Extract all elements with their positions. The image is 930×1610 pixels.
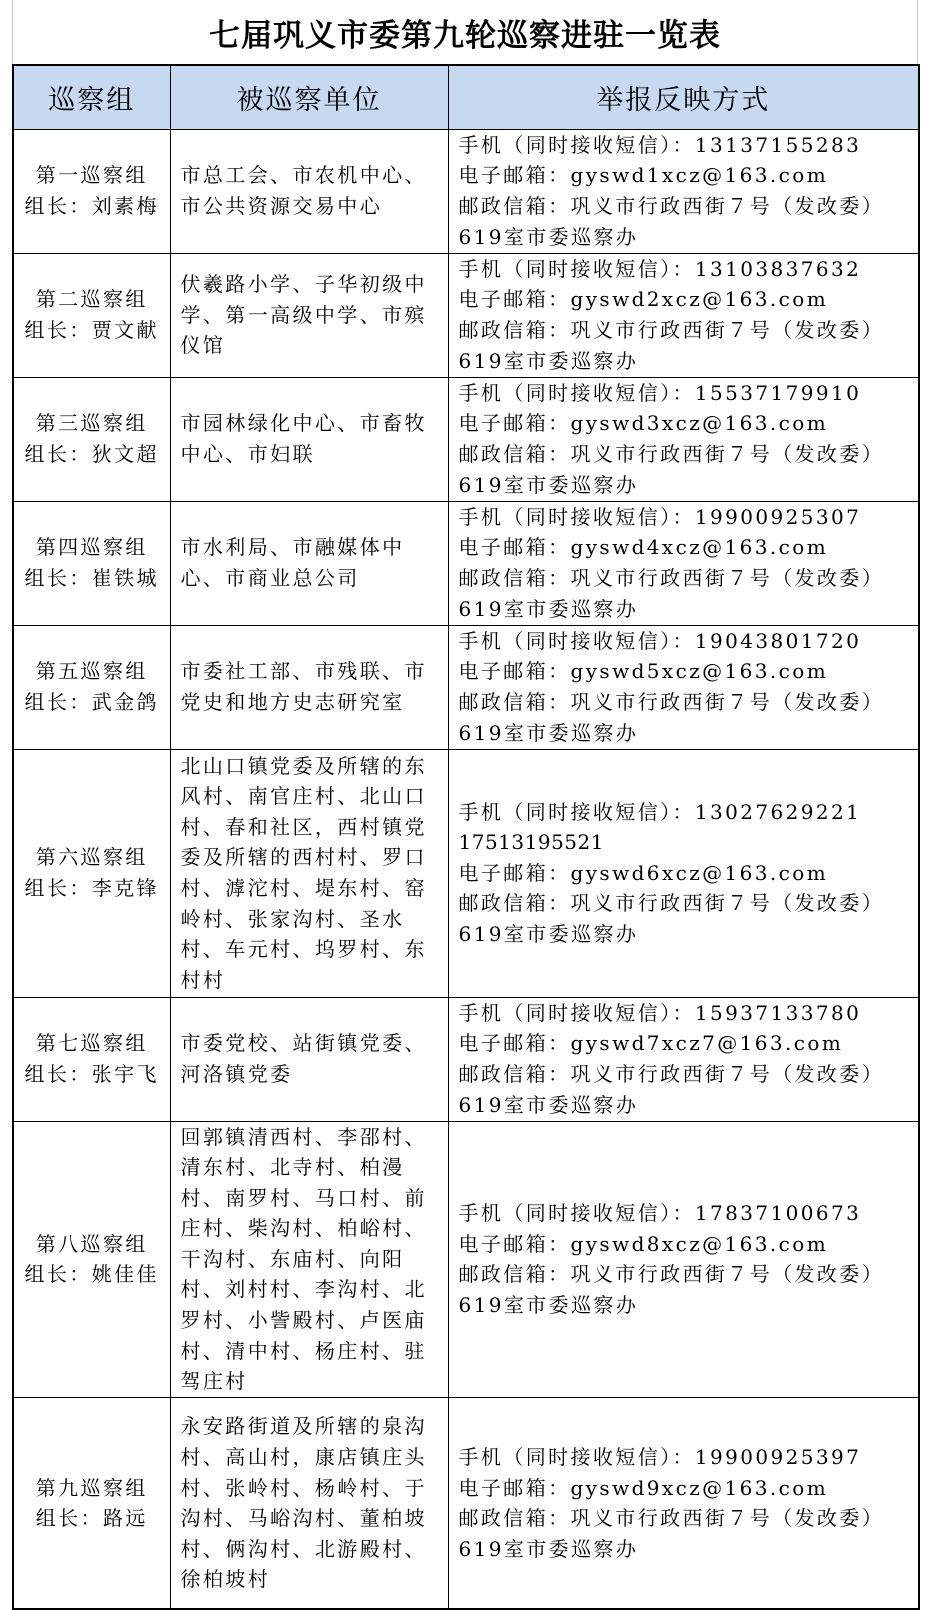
email-line: 电子邮箱：gyswd2xcz@163.com xyxy=(458,287,829,312)
contact-cell xyxy=(448,501,919,625)
phone-line: 手机（同时接收短信）：13103837632 xyxy=(458,256,862,281)
contact-cell xyxy=(448,997,919,1121)
header-row xyxy=(13,65,919,129)
table-row xyxy=(13,129,919,253)
units-cell: 市委社工部、市残联、市党史和地方史志研究室 xyxy=(170,625,448,749)
email-line: 电子邮箱：gyswd6xcz@163.com xyxy=(458,860,829,885)
group-cell xyxy=(13,997,170,1121)
page-title: 七届巩义市委第九轮巡察进驻一览表 xyxy=(12,0,918,64)
email-line: 电子邮箱：gyswd1xcz@163.com xyxy=(458,163,829,188)
contact-cell xyxy=(448,253,919,377)
mailbox-line: 邮政信箱：巩义市行政西街７号（发改委） xyxy=(458,690,885,714)
mailbox-line: 邮政信箱：巩义市行政西街７号（发改委） xyxy=(458,1262,885,1287)
contact-cell xyxy=(448,625,919,749)
phone-line: 手机（同时接收短信）：13027629221 xyxy=(458,799,862,824)
room-line: 619室市委巡察办 xyxy=(458,1092,639,1117)
room-line: 619室市委巡察办 xyxy=(458,348,639,373)
mailbox-line: 邮政信箱：巩义市行政西街７号（发改委） xyxy=(458,442,885,466)
group-name: 第二巡察组 xyxy=(35,287,148,312)
mailbox-line: 邮政信箱：巩义市行政西街７号（发改委） xyxy=(458,318,885,342)
units-cell: 市园林绿化中心、市畜牧中心、市妇联 xyxy=(170,377,448,501)
group-name: 第六巡察组 xyxy=(35,845,148,870)
group-leader: 组长：路远 xyxy=(35,1506,148,1531)
phone-line: 手机（同时接收短信）：19043801720 xyxy=(458,628,862,653)
group-leader: 组长：贾文献 xyxy=(24,318,159,342)
table-row xyxy=(13,997,919,1121)
group-leader: 组长：李克锋 xyxy=(24,876,159,900)
room-line: 619室市委巡察办 xyxy=(458,720,639,745)
group-leader: 组长：张宇飞 xyxy=(24,1062,159,1086)
group-cell xyxy=(13,129,170,253)
group-leader: 组长：武金鸽 xyxy=(24,690,159,714)
group-name: 第五巡察组 xyxy=(35,659,148,684)
group-leader: 组长：刘素梅 xyxy=(24,194,159,218)
mailbox-line: 邮政信箱：巩义市行政西街７号（发改委） xyxy=(458,194,885,218)
mailbox-line: 邮政信箱：巩义市行政西街７号（发改委） xyxy=(458,1506,885,1531)
group-cell xyxy=(13,625,170,749)
phone-line: 手机（同时接收短信）：19900925397 xyxy=(458,1444,862,1469)
email-line: 电子邮箱：gyswd3xcz@163.com xyxy=(458,411,829,436)
room-line: 619室市委巡察办 xyxy=(458,1292,639,1317)
table-row xyxy=(13,501,919,625)
table-row xyxy=(13,749,919,997)
email-line: 电子邮箱：gyswd8xcz@163.com xyxy=(458,1231,829,1256)
group-name: 第八巡察组 xyxy=(35,1231,148,1256)
mailbox-line: 邮政信箱：巩义市行政西街７号（发改委） xyxy=(458,1062,885,1086)
group-leader: 组长：姚佳佳 xyxy=(24,1262,159,1287)
phone-line-2: 17513195521 xyxy=(458,830,604,855)
group-name: 第四巡察组 xyxy=(35,535,148,560)
units-cell: 永安路街道及所辖的泉沟村、高山村，康店镇庄头村、张岭村、杨岭村、于沟村、马峪沟村、董柏坡村、俩沟村、北游殿村、徐柏坡村 xyxy=(170,1397,448,1609)
phone-line: 手机（同时接收短信）：19900925307 xyxy=(458,504,862,529)
room-line: 619室市委巡察办 xyxy=(458,1536,639,1561)
contact-cell xyxy=(448,129,919,253)
email-line: 电子邮箱：gyswd9xcz@163.com xyxy=(458,1475,829,1500)
units-cell: 北山口镇党委及所辖的东风村、南官庄村、北山口村、春和社区，西村镇党委及所辖的西村村、罗口村、滹沱村、堤东村、窑岭村、张家沟村、圣水村、车元村、坞罗村、东村村 xyxy=(170,749,448,997)
phone-line: 手机（同时接收短信）：17837100673 xyxy=(458,1200,862,1225)
room-line: 619室市委巡察办 xyxy=(458,921,639,946)
header-group: 巡察组 xyxy=(13,65,170,129)
mailbox-line: 邮政信箱：巩义市行政西街７号（发改委） xyxy=(458,566,885,590)
units-cell: 伏羲路小学、子华初级中学、第一高级中学、市殡仪馆 xyxy=(170,253,448,377)
header-units: 被巡察单位 xyxy=(170,65,448,129)
units-cell: 市水利局、市融媒体中心、市商业总公司 xyxy=(170,501,448,625)
phone-line: 手机（同时接收短信）：13137155283 xyxy=(458,132,862,157)
table-row xyxy=(13,1397,919,1609)
header-contact: 举报反映方式 xyxy=(448,65,919,129)
group-cell xyxy=(13,253,170,377)
email-line: 电子邮箱：gyswd7xcz7@163.com xyxy=(458,1031,844,1056)
contact-cell xyxy=(448,749,919,997)
group-cell xyxy=(13,749,170,997)
group-cell xyxy=(13,377,170,501)
group-name: 第七巡察组 xyxy=(35,1031,148,1056)
group-leader: 组长：狄文超 xyxy=(24,442,159,466)
units-cell: 市总工会、市农机中心、市公共资源交易中心 xyxy=(170,129,448,253)
group-name: 第一巡察组 xyxy=(35,163,148,188)
contact-cell xyxy=(448,377,919,501)
group-cell xyxy=(13,501,170,625)
units-cell: 市委党校、站街镇党委、河洛镇党委 xyxy=(170,997,448,1121)
table-row xyxy=(13,1121,919,1397)
room-line: 619室市委巡察办 xyxy=(458,596,639,621)
contact-cell xyxy=(448,1397,919,1609)
mailbox-line: 邮政信箱：巩义市行政西街７号（发改委） xyxy=(458,891,885,916)
table-row xyxy=(13,625,919,749)
group-name: 第九巡察组 xyxy=(35,1475,148,1500)
email-line: 电子邮箱：gyswd4xcz@163.com xyxy=(458,535,829,560)
inspection-table xyxy=(12,64,920,1610)
units-cell: 回郭镇清西村、李邵村、清东村、北寺村、柏漫村、南罗村、马口村、前庄村、柴沟村、柏峪村、干沟村、东庙村、向阳村、刘村村、李沟村、北罗村、小訾殿村、卢医庙村、清中村、杨庄村、驻驾庄村 xyxy=(170,1121,448,1397)
phone-line: 手机（同时接收短信）：15537179910 xyxy=(458,380,862,405)
group-name: 第三巡察组 xyxy=(35,411,148,436)
table-row xyxy=(13,377,919,501)
group-cell xyxy=(13,1397,170,1609)
group-cell xyxy=(13,1121,170,1397)
group-leader: 组长：崔铁城 xyxy=(24,566,159,590)
contact-cell xyxy=(448,1121,919,1397)
email-line: 电子邮箱：gyswd5xcz@163.com xyxy=(458,659,829,684)
table-row xyxy=(13,253,919,377)
room-line: 619室市委巡察办 xyxy=(458,224,639,249)
room-line: 619室市委巡察办 xyxy=(458,472,639,497)
phone-line: 手机（同时接收短信）：15937133780 xyxy=(458,1000,862,1025)
